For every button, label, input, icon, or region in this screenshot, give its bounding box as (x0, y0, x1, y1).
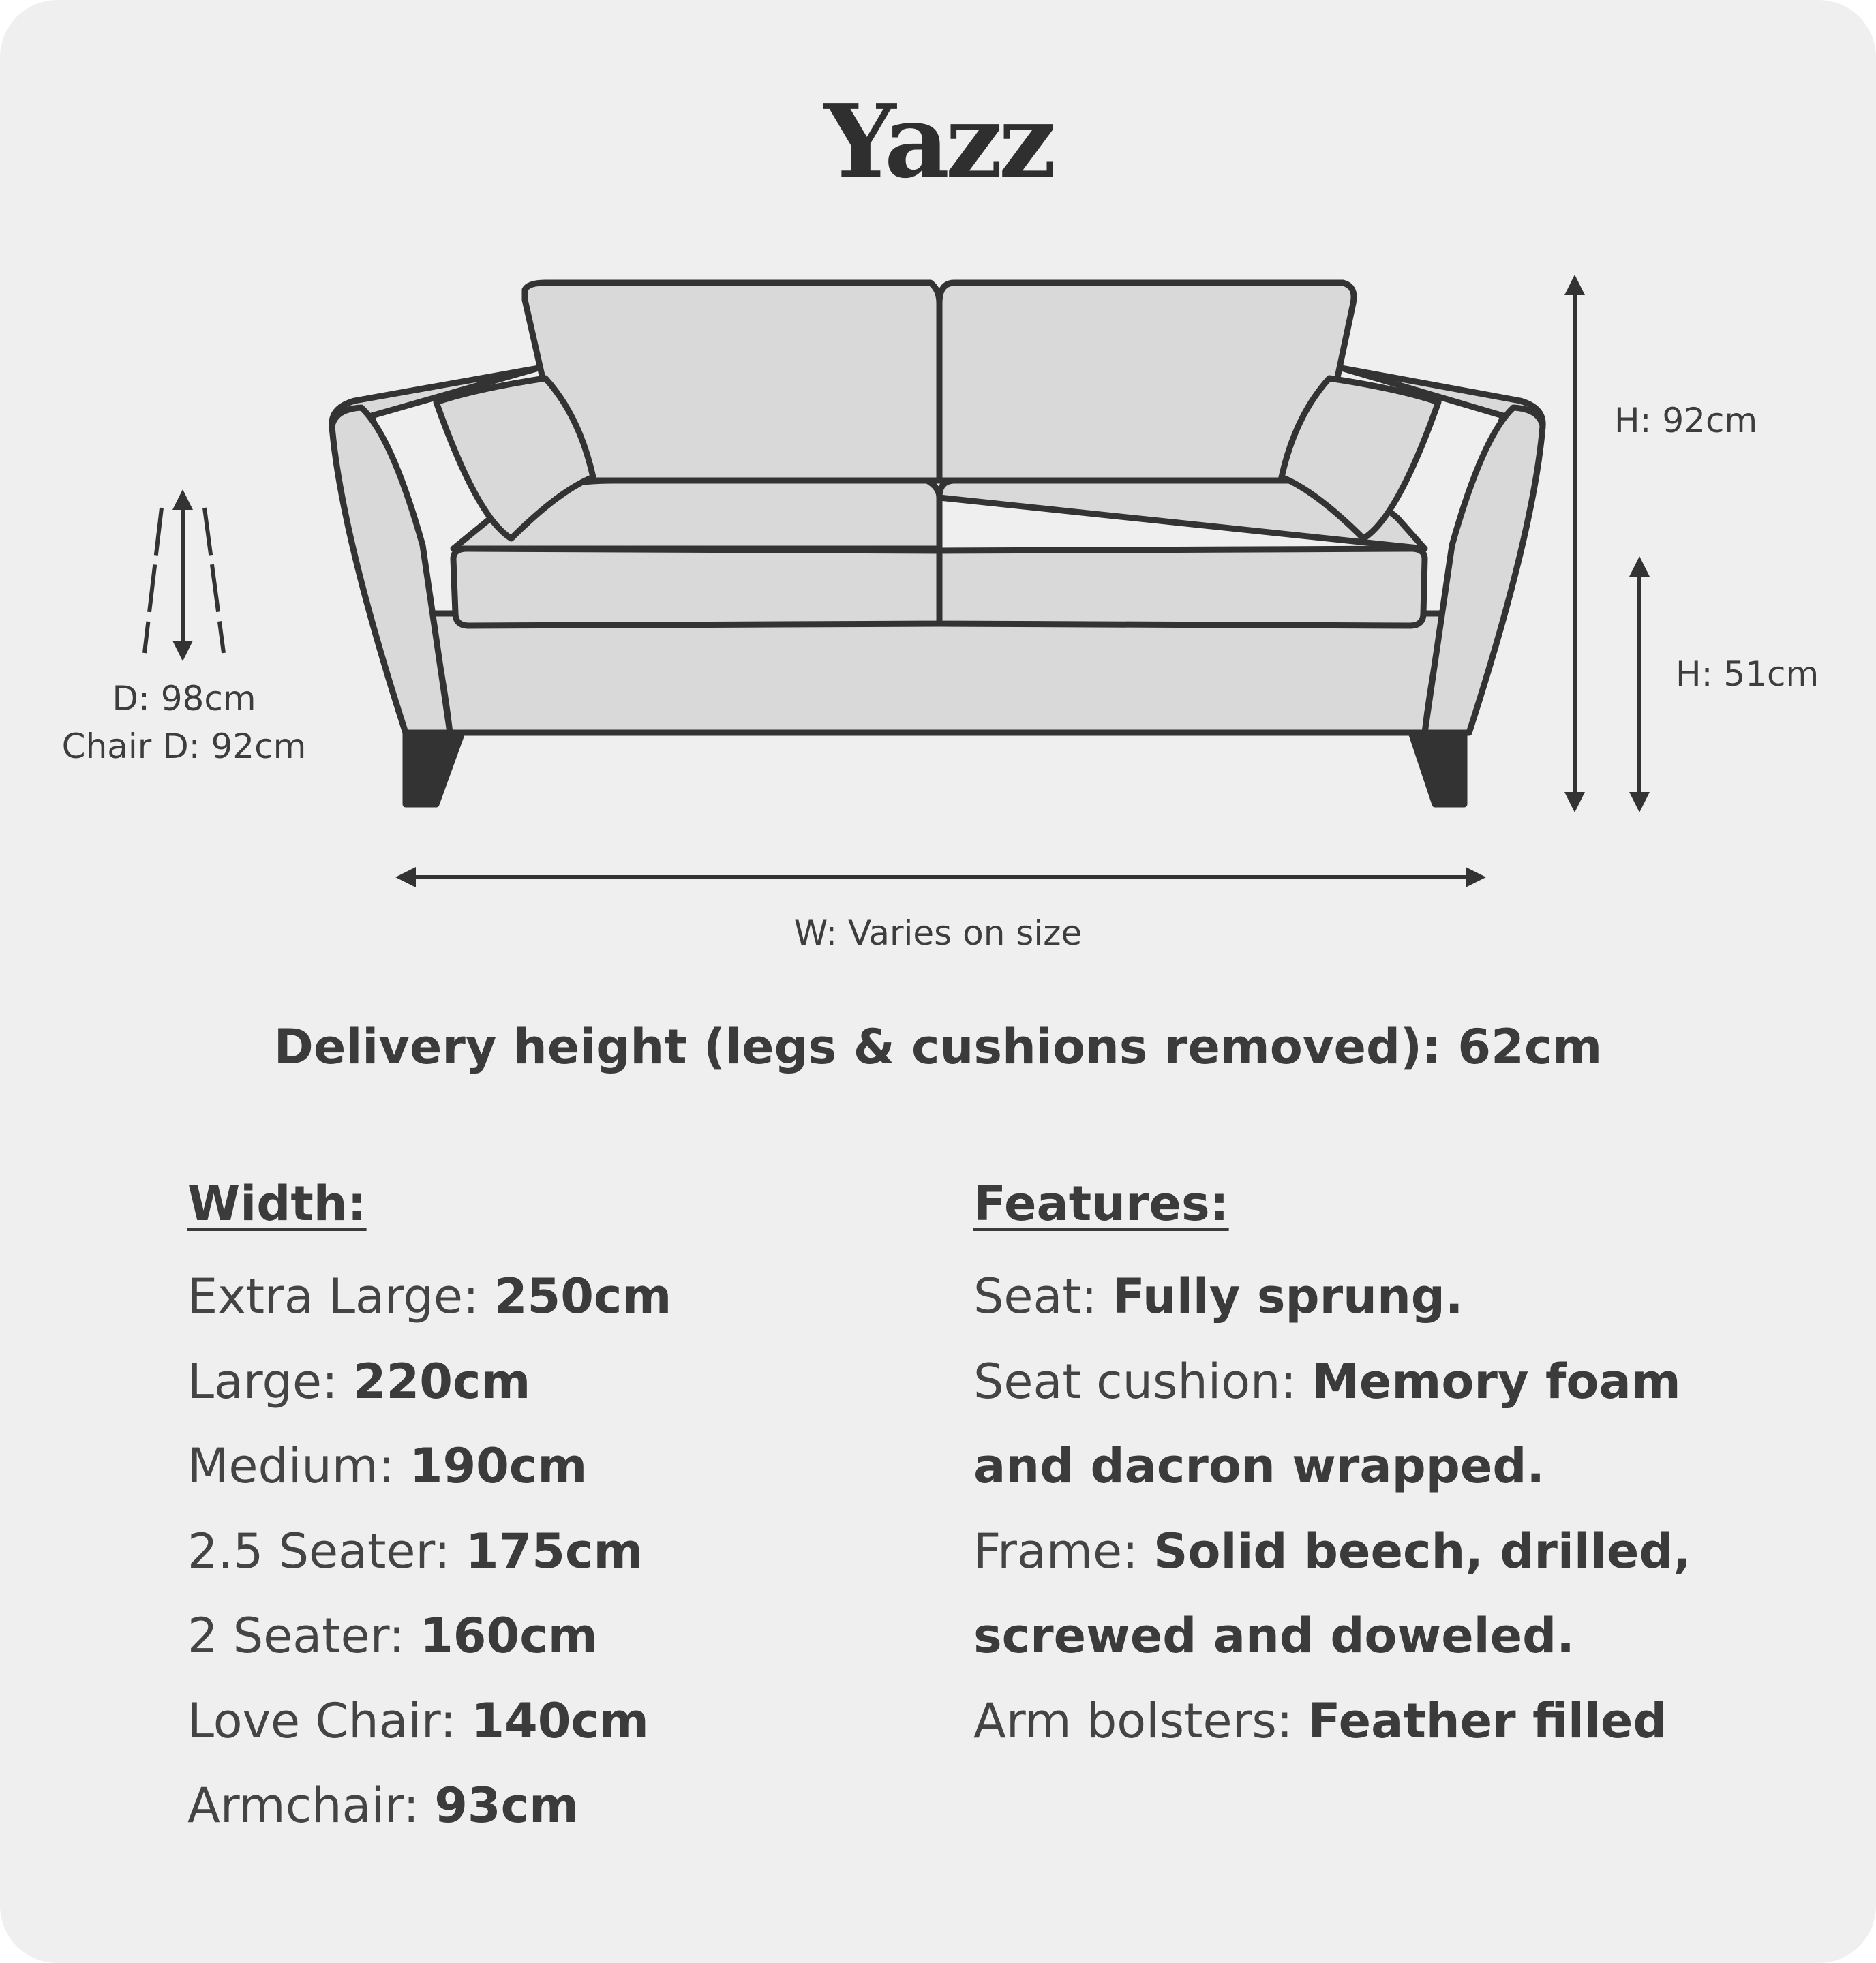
feature-line: Frame: Solid beech, drilled, (973, 1523, 1692, 1579)
width-label: W: Varies on size (793, 913, 1083, 953)
height-total-label: H: 92cm (1614, 401, 1758, 440)
width-row: Large: 220cm (187, 1353, 531, 1410)
sofa-leg-right (1411, 733, 1464, 804)
feature-line: and dacron wrapped. (973, 1438, 1545, 1494)
feature-line: Seat: Fully sprung. (973, 1268, 1464, 1324)
feature-line: screwed and doweled. (973, 1608, 1575, 1664)
width-row: Medium: 190cm (187, 1438, 588, 1494)
width-section (187, 1170, 937, 1848)
arm-left-front (332, 408, 450, 733)
width-row: Love Chair: 140cm (187, 1692, 649, 1749)
width-row: Extra Large: 250cm (187, 1268, 672, 1324)
feature-line: Seat cushion: Memory foam (973, 1353, 1681, 1410)
brand-logo: Yazz (823, 82, 1053, 200)
sofa-base (423, 613, 1452, 733)
feature-line: Arm bolsters: Feather filled (973, 1692, 1667, 1749)
chair-depth-label: Chair D: 92cm (61, 727, 307, 766)
width-row: 2 Seater: 160cm (187, 1608, 598, 1664)
seat-front-right (939, 549, 1425, 626)
width-heading: Width: (187, 1176, 367, 1232)
width-row: Armchair: 93cm (187, 1778, 579, 1833)
depth-label: D: 98cm (112, 679, 256, 718)
features-section (973, 1170, 1791, 1763)
depth-guide-left (145, 508, 162, 653)
depth-guide-right (205, 508, 224, 653)
features-heading: Features: (973, 1176, 1229, 1232)
seat-front-left (453, 549, 939, 626)
height-seat-label: H: 51cm (1676, 654, 1819, 694)
width-row: 2.5 Seater: 175cm (187, 1523, 644, 1579)
depth-labels (41, 675, 327, 770)
delivery-height: Delivery height (legs & cushions removed): 62cm (273, 1019, 1603, 1075)
sofa-leg-left (406, 733, 462, 804)
arm-right-front (1425, 408, 1543, 733)
